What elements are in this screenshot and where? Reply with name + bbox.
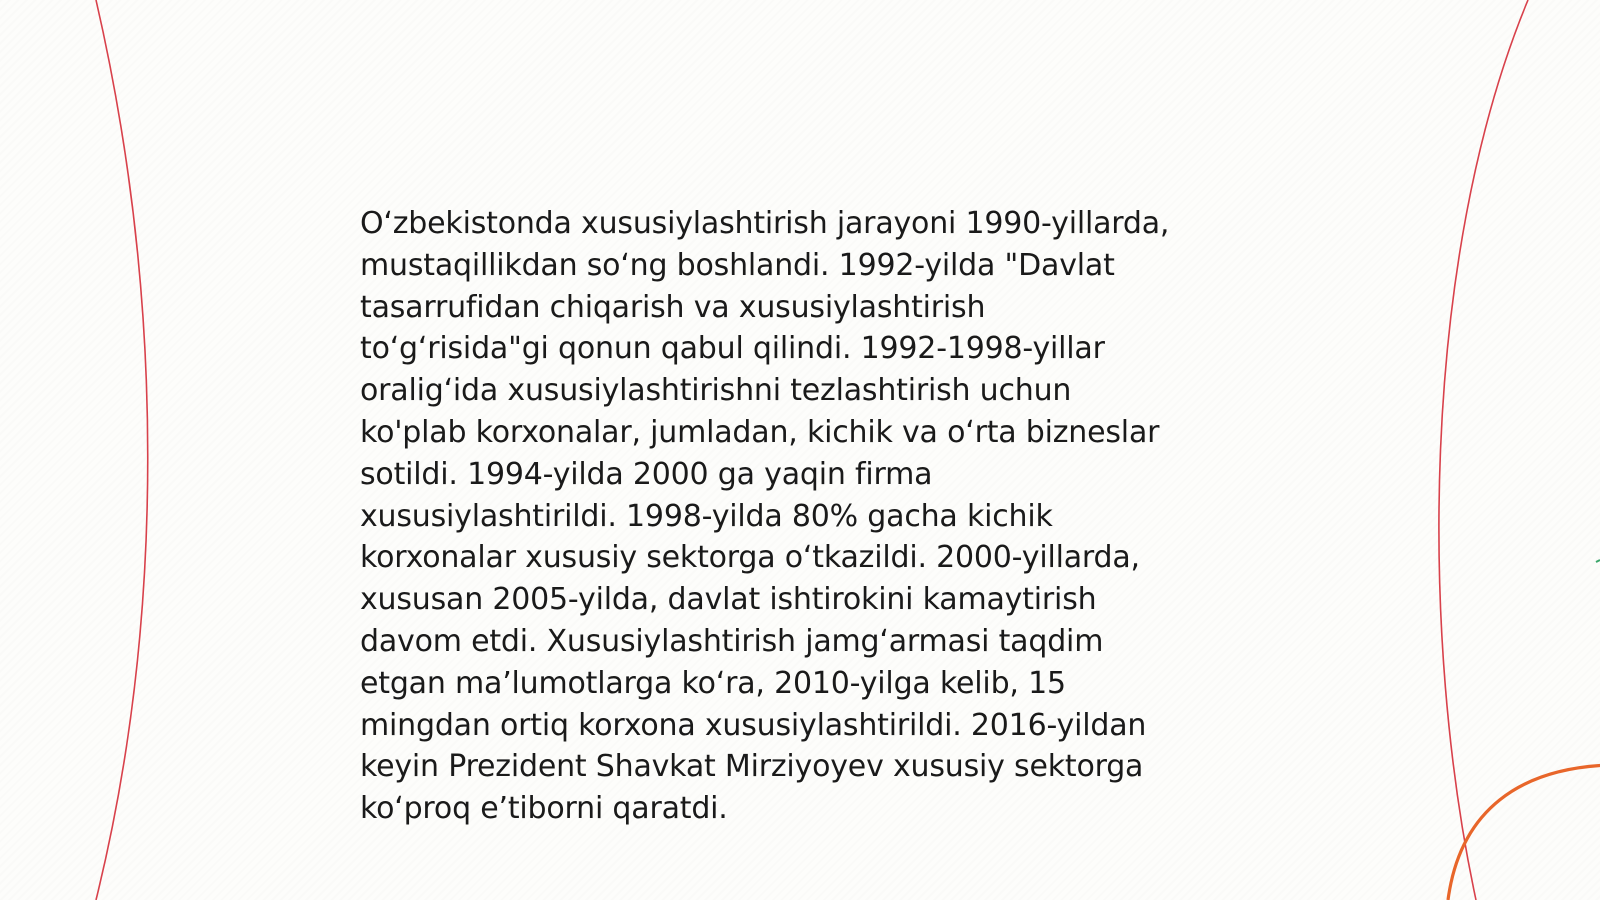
right-curve	[1439, 0, 1528, 900]
body-text: O‘zbekistonda xususiylashtirish jarayoni 1990-yillarda, mustaqillikdan so‘ng boshlandi. 1992-yilda "Davlat tasarrufidan chiqarish va xususiylashtirish to‘g‘risida"gi qonun qabul qilindi. 1992-1998-yillar oralig‘ida xususiylashtirishni tezlashtirish uchun ko'plab korxonalar, jumladan, kichik va o‘rta bizneslar sotildi. 1994-yilda 2000 ga yaqin firma xususiylashtirildi. 1998-yilda 80% gacha kichik korxonalar xususiy sektorga o‘tkazildi. 2000-yillarda, xususan 2005-yilda, davlat ishtirokini kamaytirish davom etdi. Xususiylashtirish jamg‘armasi taqdim etgan ma’lumotlarga ko‘ra, 2010-yilga kelib, 15 mingdan ortiq korxona xususiylashtirildi. 2016-yildan keyin Prezident Shavkat Mirziyoyev xususiy sektorga ko‘proq e’tiborni qaratdi.	[360, 206, 1170, 827]
green-accent-mark	[1596, 560, 1600, 562]
left-curve	[96, 0, 148, 900]
orange-arc	[1448, 765, 1600, 900]
